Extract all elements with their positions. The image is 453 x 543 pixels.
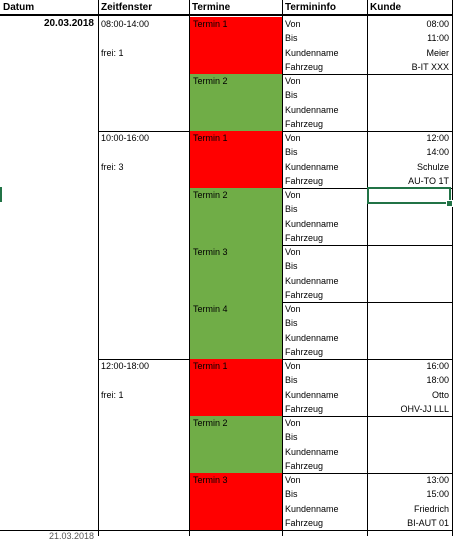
appointment-label: Termin 1 xyxy=(193,19,228,29)
appointment-block[interactable] xyxy=(190,302,282,359)
slot-free[interactable]: frei: 3 xyxy=(101,162,124,172)
appointment-block[interactable] xyxy=(190,188,282,245)
info-label-bis[interactable]: Bis xyxy=(285,318,298,329)
slot-window[interactable]: 08:00-14:00 xyxy=(101,19,150,29)
header-datum[interactable]: Datum xyxy=(0,0,98,16)
fill-handle[interactable] xyxy=(446,200,453,207)
slot-window[interactable]: 12:00-18:00 xyxy=(101,361,150,371)
info-label-bis[interactable]: Bis xyxy=(285,90,298,101)
customer-value-fahrzeug[interactable]: B-IT XXX xyxy=(411,61,449,72)
info-label-von[interactable]: Von xyxy=(285,133,301,143)
selected-cell[interactable] xyxy=(367,187,451,204)
customer-value-fahrzeug[interactable]: BI-AUT 01 xyxy=(407,517,449,528)
appointment-label: Termin 2 xyxy=(193,76,228,86)
row-selection-marker xyxy=(0,187,2,202)
info-label-kunde[interactable]: Kundenname xyxy=(285,161,339,172)
appointment-block[interactable] xyxy=(190,473,282,530)
date-cell[interactable]: 20.03.2018 xyxy=(43,18,94,29)
info-label-kunde[interactable]: Kundenname xyxy=(285,275,339,286)
appointment-label: Termin 4 xyxy=(193,304,228,314)
customer-value-von[interactable]: 08:00 xyxy=(426,19,449,29)
appointment-label: Termin 2 xyxy=(193,190,228,200)
info-label-kunde[interactable]: Kundenname xyxy=(285,446,339,457)
info-label-von[interactable]: Von xyxy=(285,247,301,257)
info-label-von[interactable]: Von xyxy=(285,418,301,428)
info-label-von[interactable]: Von xyxy=(285,190,301,200)
info-label-fahrzeug[interactable]: Fahrzeug xyxy=(285,517,324,528)
customer-value-fahrzeug[interactable]: AU-TO 1T xyxy=(408,175,449,186)
customer-value-bis[interactable]: 18:00 xyxy=(426,375,449,386)
customer-value-kunde[interactable]: Otto xyxy=(431,389,449,400)
appointment-block[interactable] xyxy=(190,245,282,302)
appointment-block[interactable] xyxy=(190,17,282,74)
info-label-von[interactable]: Von xyxy=(285,19,301,29)
info-label-kunde[interactable]: Kundenname xyxy=(285,332,339,343)
appointment-block[interactable] xyxy=(190,359,282,416)
appointment-label: Termin 3 xyxy=(193,247,228,257)
appointment-label: Termin 2 xyxy=(193,418,228,428)
appointment-label: Termin 1 xyxy=(193,133,228,143)
header-termininfo[interactable]: Termininfo xyxy=(282,0,367,16)
appointment-label: Termin 1 xyxy=(193,361,228,371)
customer-value-von[interactable]: 13:00 xyxy=(426,475,449,485)
customer-value-bis[interactable]: 15:00 xyxy=(426,489,449,500)
header-termine[interactable]: Termine xyxy=(189,0,282,16)
customer-value-kunde[interactable]: Friedrich xyxy=(413,503,449,514)
appointment-block[interactable] xyxy=(190,131,282,188)
info-label-kunde[interactable]: Kundenname xyxy=(285,218,339,229)
slot-free[interactable]: frei: 1 xyxy=(101,48,124,58)
info-label-von[interactable]: Von xyxy=(285,475,301,485)
info-label-fahrzeug[interactable]: Fahrzeug xyxy=(285,175,324,186)
info-label-bis[interactable]: Bis xyxy=(285,261,298,272)
info-label-fahrzeug[interactable]: Fahrzeug xyxy=(285,346,324,357)
customer-value-kunde[interactable]: Schulze xyxy=(416,161,449,172)
header-zeitfenster[interactable]: Zeitfenster xyxy=(98,0,189,16)
info-label-fahrzeug[interactable]: Fahrzeug xyxy=(285,61,324,72)
info-label-fahrzeug[interactable]: Fahrzeug xyxy=(285,460,324,471)
info-label-kunde[interactable]: Kundenname xyxy=(285,389,339,400)
customer-value-fahrzeug[interactable]: OHV-JJ LLL xyxy=(400,403,449,414)
appointment-label: Termin 3 xyxy=(193,475,228,485)
customer-value-bis[interactable]: 14:00 xyxy=(426,147,449,158)
info-label-kunde[interactable]: Kundenname xyxy=(285,503,339,514)
date-cell-next[interactable]: 21.03.2018 xyxy=(48,531,94,541)
info-label-von[interactable]: Von xyxy=(285,304,301,314)
slot-free[interactable]: frei: 1 xyxy=(101,390,124,400)
info-label-fahrzeug[interactable]: Fahrzeug xyxy=(285,289,324,300)
info-label-bis[interactable]: Bis xyxy=(285,489,298,500)
info-label-bis[interactable]: Bis xyxy=(285,204,298,215)
info-label-bis[interactable]: Bis xyxy=(285,375,298,386)
customer-value-von[interactable]: 12:00 xyxy=(426,133,449,143)
info-label-von[interactable]: Von xyxy=(285,361,301,371)
info-label-fahrzeug[interactable]: Fahrzeug xyxy=(285,232,324,243)
info-label-fahrzeug[interactable]: Fahrzeug xyxy=(285,118,324,129)
appointment-block[interactable] xyxy=(190,74,282,131)
info-label-kunde[interactable]: Kundenname xyxy=(285,47,339,58)
info-label-bis[interactable]: Bis xyxy=(285,147,298,158)
info-label-bis[interactable]: Bis xyxy=(285,33,298,44)
info-label-von[interactable]: Von xyxy=(285,76,301,86)
appointment-block[interactable] xyxy=(190,416,282,473)
header-kunde[interactable]: Kunde xyxy=(367,0,453,16)
customer-value-von[interactable]: 16:00 xyxy=(426,361,449,371)
info-label-fahrzeug[interactable]: Fahrzeug xyxy=(285,403,324,414)
info-label-kunde[interactable]: Kundenname xyxy=(285,104,339,115)
info-label-bis[interactable]: Bis xyxy=(285,432,298,443)
customer-value-kunde[interactable]: Meier xyxy=(426,47,449,58)
customer-value-bis[interactable]: 11:00 xyxy=(427,33,449,44)
slot-window[interactable]: 10:00-16:00 xyxy=(101,133,150,143)
